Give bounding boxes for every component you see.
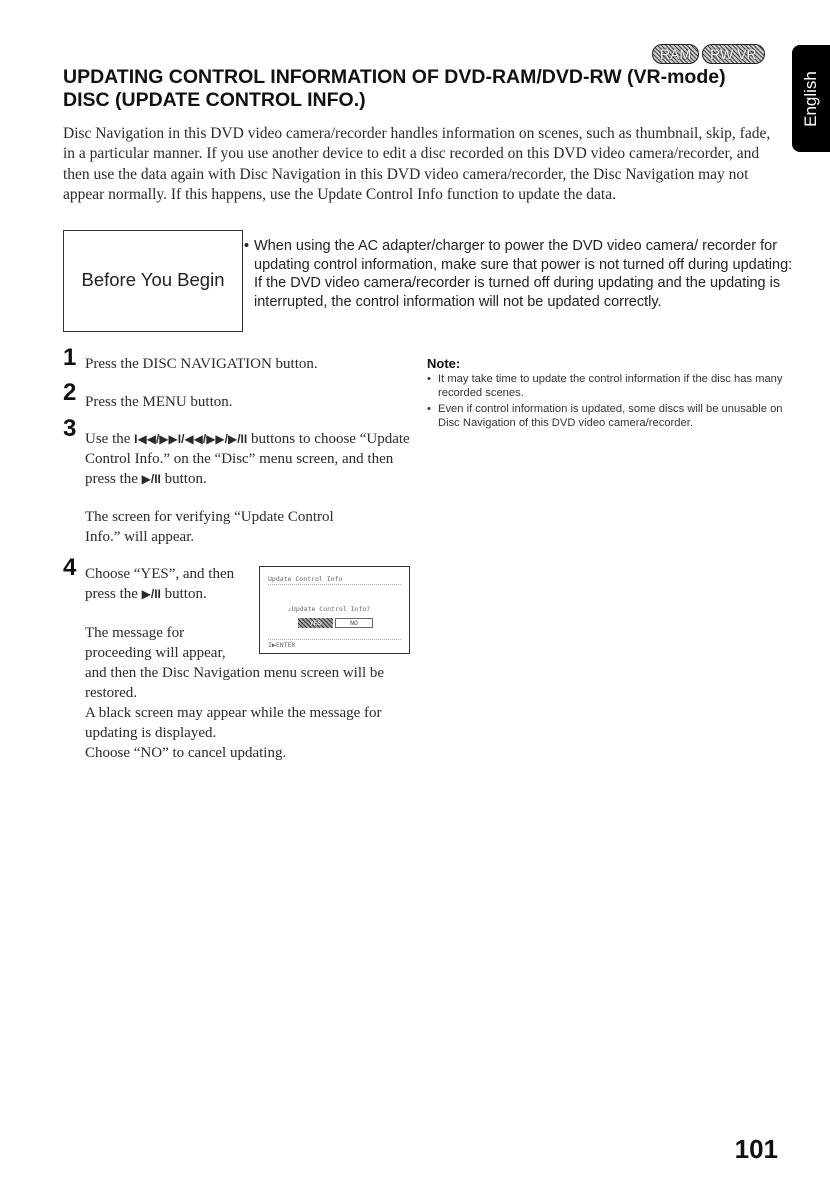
disc-type-badges (652, 44, 765, 64)
before-you-begin-box (63, 230, 243, 332)
page-title (63, 66, 783, 112)
language-tab-label: English (801, 70, 820, 127)
step-number: 3 (63, 415, 77, 442)
page-title-line-1: UPDATING CONTROL INFORMATION OF DVD-RAM/DVD-RW (VR-mode) (63, 66, 726, 88)
note-item: • It may take time to update the control information if the disc has many recorded scenes. (427, 372, 787, 400)
step-text (85, 429, 415, 489)
lcd-yes-option: YES (298, 618, 333, 628)
before-you-begin-label: Before You Begin (81, 269, 225, 290)
before-you-begin-text (244, 237, 794, 311)
step-text: Press the DISC NAVIGATION button. (85, 356, 318, 372)
lcd-question: ⚠Update Control Info? (288, 605, 371, 613)
step-text-part: Choose “YES”, and then press the (85, 566, 235, 602)
page-title-line-2: DISC (UPDATE CONTROL INFO.) (63, 89, 366, 111)
step-number: 4 (63, 554, 77, 581)
step-text-part: button. (160, 471, 207, 487)
lcd-header: Update Control Info (268, 575, 401, 585)
language-tab (792, 45, 830, 152)
play-pause-icon: ▶/II (141, 587, 161, 601)
step-number: 2 (63, 379, 77, 406)
step-4-followup-1: The message for proceeding will appear, (85, 625, 226, 661)
play-pause-icon: ▶/II (141, 472, 161, 486)
rw-vr-badge: RW VR (702, 44, 764, 64)
before-you-begin-body: When using the AC adapter/charger to power the DVD video camera/ recorder for updating control information, make sure that power is not turned off during updating: If the DVD video camera/recorder is turned off during updating and the updating is interrupted, the control information will not be updated correctly. (254, 238, 793, 310)
lcd-no-option: NO (335, 618, 373, 628)
step-text-part: buttons to choose “Update Control Info.” on the “Disc” menu screen, and then press the (85, 431, 410, 487)
note-list (427, 372, 787, 432)
step-3-followup: The screen for verifying “Update Control Info.” will appear. (85, 509, 334, 545)
step-number: 1 (63, 344, 77, 371)
lcd-screen-illustration (259, 566, 410, 654)
bullet-icon: • (244, 238, 250, 254)
note-item: • Even if control information is updated, some discs will be unusable on Disc Navigation of this DVD video camera/recorder. (427, 402, 787, 430)
step-4-followup-2: and then the Disc Navigation menu screen will be restored. (85, 665, 385, 701)
step-text-part: button. (160, 586, 207, 602)
step-4-followup-4: Choose “NO” to cancel updating. (85, 745, 287, 761)
step-text (85, 564, 260, 604)
step-4-followup-3: A black screen may appear while the message for updating is displayed. (85, 705, 382, 741)
step-text-part: Use the (85, 431, 135, 447)
step-text: Press the MENU button. (85, 394, 233, 410)
intro-paragraph: Disc Navigation in this DVD video camera/recorder handles information on scenes, such as thumbnail, skip, fade, in a particular manner. If you use another device to edit a disc recorded on this DVD video camera/recorder, and then use the data again with Disc Navigation in this DVD video camera/recorder, the Disc Navigation may not appear normally. If this happens, use the Update Control Info function to update the data. (63, 125, 771, 203)
page-number: 101 (734, 1134, 778, 1164)
ram-badge: RAM (652, 44, 699, 64)
note-heading: Note: (427, 356, 461, 371)
lcd-footer: I▶ENTER (268, 639, 401, 650)
nav-buttons-icon: I◀◀/▶▶I/◀◀/▶▶/▶/II (134, 432, 248, 446)
